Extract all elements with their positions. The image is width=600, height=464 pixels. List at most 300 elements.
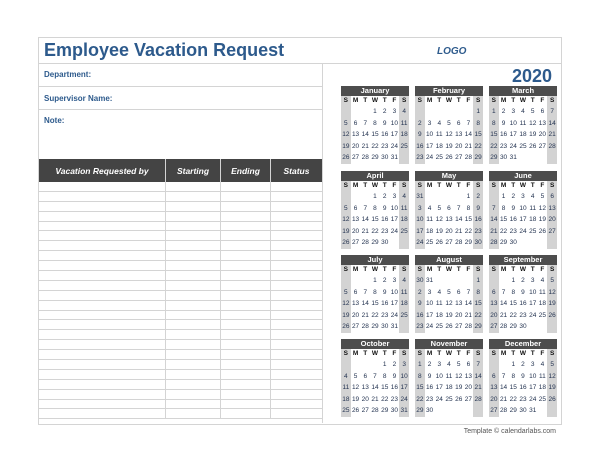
table-cell[interactable] (221, 222, 271, 231)
day-cell: 9 (382, 119, 387, 127)
table-cell[interactable] (221, 360, 271, 369)
weekday-header: W (445, 182, 453, 189)
day-cell: 23 (415, 152, 425, 164)
table-cell[interactable] (166, 271, 221, 280)
table-cell[interactable] (39, 360, 166, 369)
table-row[interactable] (39, 251, 322, 261)
weekday-header: M (426, 182, 433, 189)
table-cell[interactable] (166, 251, 221, 260)
weekday-header: T (382, 97, 387, 104)
day-cell: 27 (538, 142, 547, 150)
table-cell[interactable] (271, 301, 322, 310)
day-cell: 28 (489, 237, 499, 249)
day-cell: 23 (519, 395, 527, 403)
weekday-header: W (371, 266, 379, 273)
month-september (489, 255, 557, 333)
day-cell: 13 (538, 119, 547, 127)
day-cell: 15 (489, 129, 499, 141)
weekday-header: F (392, 182, 397, 189)
table-cell[interactable] (39, 261, 166, 270)
table-cell[interactable] (271, 330, 322, 339)
day-cell: 31 (529, 407, 537, 415)
day-cell: 8 (373, 119, 377, 127)
day-cell: 13 (445, 216, 453, 224)
day-cell (528, 321, 538, 333)
table-cell[interactable] (166, 202, 221, 211)
day-cell (341, 106, 351, 118)
table-cell[interactable] (39, 311, 166, 320)
day-cell: 16 (519, 300, 527, 308)
day-cell: 25 (399, 310, 409, 322)
table-cell[interactable] (271, 390, 322, 399)
weekday-header: S (341, 265, 351, 275)
day-cell: 10 (529, 372, 537, 380)
day-cell (489, 359, 499, 371)
table-cell[interactable] (166, 212, 221, 221)
day-cell: 9 (473, 203, 483, 215)
table-cell[interactable] (221, 202, 271, 211)
day-cell: 31 (390, 154, 399, 162)
day-cell: 31 (399, 405, 409, 417)
day-cell: 11 (539, 288, 546, 296)
day-cell: 12 (445, 131, 453, 139)
day-cell: 3 (392, 108, 397, 115)
weekday-header: F (392, 97, 397, 104)
day-cell: 17 (425, 142, 434, 150)
day-cell: 13 (351, 131, 360, 139)
table-cell[interactable] (221, 400, 271, 409)
day-cell: 27 (445, 239, 453, 247)
table-cell[interactable] (166, 360, 221, 369)
day-cell: 24 (529, 395, 537, 403)
table-cell[interactable] (166, 222, 221, 231)
day-cell: 27 (464, 395, 473, 403)
table-cell[interactable] (221, 409, 271, 418)
table-cell[interactable] (221, 350, 271, 359)
month-december (489, 339, 557, 417)
day-cell: 26 (547, 394, 557, 406)
table-cell[interactable] (271, 261, 322, 270)
table-cell[interactable] (221, 251, 271, 260)
day-cell: 12 (455, 372, 463, 380)
day-cell: 28 (547, 141, 557, 153)
weekday-header: W (519, 182, 527, 189)
day-cell: 27 (351, 154, 360, 162)
day-cell: 14 (361, 216, 369, 224)
day-cell: 10 (390, 288, 399, 296)
day-cell (444, 275, 454, 287)
month-name: April (341, 171, 409, 181)
day-cell: 16 (381, 131, 389, 139)
day-cell: 9 (392, 372, 397, 380)
table-cell[interactable] (221, 231, 271, 240)
table-cell[interactable] (39, 409, 166, 418)
table-cell[interactable] (39, 380, 166, 389)
department-label[interactable]: Department: (44, 70, 92, 79)
table-cell[interactable] (221, 271, 271, 280)
day-cell: 15 (509, 300, 517, 308)
day-cell: 10 (435, 372, 443, 380)
day-cell: 16 (390, 384, 399, 392)
day-cell: 19 (341, 310, 351, 322)
table-cell[interactable] (271, 291, 322, 300)
day-cell: 7 (456, 204, 461, 212)
day-cell: 19 (341, 141, 351, 153)
day-cell: 9 (521, 372, 525, 380)
table-cell[interactable] (39, 320, 166, 329)
table-row[interactable] (39, 301, 322, 311)
table-cell[interactable] (221, 330, 271, 339)
table-row[interactable] (39, 241, 322, 251)
day-cell: 27 (361, 407, 369, 415)
day-cell (489, 275, 499, 287)
day-cell: 24 (519, 227, 527, 235)
day-cell: 25 (435, 154, 443, 162)
day-cell (434, 191, 444, 203)
day-cell: 17 (415, 226, 425, 238)
day-cell: 4 (447, 361, 451, 368)
table-cell[interactable] (271, 202, 322, 211)
table-row[interactable] (39, 281, 322, 291)
note-label[interactable]: Note: (44, 116, 65, 125)
table-cell[interactable] (221, 301, 271, 310)
table-cell[interactable] (166, 241, 221, 250)
day-cell: 2 (415, 287, 425, 299)
table-row[interactable] (39, 222, 322, 232)
day-cell: 30 (473, 237, 483, 249)
table-cell[interactable] (39, 231, 166, 240)
day-cell: 9 (511, 204, 516, 212)
table-row[interactable] (39, 360, 322, 370)
table-cell[interactable] (221, 370, 271, 379)
table-cell[interactable] (271, 350, 322, 359)
table-row[interactable] (39, 320, 322, 330)
table-cell[interactable] (39, 241, 166, 250)
table-cell[interactable] (271, 320, 322, 329)
weekday-header: S (341, 181, 351, 191)
table-cell[interactable] (166, 311, 221, 320)
day-cell: 6 (353, 119, 358, 127)
table-cell[interactable] (271, 400, 322, 409)
supervisor-label[interactable]: Supervisor Name: (44, 94, 113, 103)
table-row[interactable] (39, 311, 322, 321)
weekday-header: T (456, 350, 461, 357)
table-cell[interactable] (166, 390, 221, 399)
day-cell: 17 (425, 311, 434, 319)
table-cell[interactable] (221, 261, 271, 270)
table-row[interactable] (39, 350, 322, 360)
day-cell: 31 (390, 323, 399, 331)
table-cell[interactable] (221, 390, 271, 399)
day-cell: 22 (371, 227, 379, 235)
day-cell: 4 (521, 108, 525, 115)
month-grid (489, 96, 557, 164)
day-cell: 10 (390, 119, 399, 127)
table-cell[interactable] (39, 400, 166, 409)
day-cell: 4 (341, 371, 351, 383)
day-cell: 18 (399, 214, 409, 226)
day-cell: 25 (529, 227, 537, 235)
logo-placeholder: LOGO (437, 46, 467, 57)
day-cell: 30 (381, 323, 389, 331)
table-cell[interactable] (271, 370, 322, 379)
day-cell: 22 (371, 311, 379, 319)
weekday-header: T (456, 182, 461, 189)
day-cell: 3 (415, 203, 425, 215)
table-cell[interactable] (166, 380, 221, 389)
day-cell: 15 (371, 131, 379, 139)
month-grid (489, 265, 557, 333)
table-row[interactable] (39, 400, 322, 410)
table-cell[interactable] (166, 192, 221, 201)
table-cell[interactable] (166, 291, 221, 300)
table-row[interactable] (39, 291, 322, 301)
day-cell: 2 (521, 277, 525, 284)
day-cell: 25 (519, 142, 527, 150)
day-cell: 10 (399, 371, 409, 383)
table-cell[interactable] (166, 320, 221, 329)
day-cell: 24 (399, 394, 409, 406)
table-row[interactable] (39, 271, 322, 281)
day-cell (499, 275, 509, 287)
day-cell: 6 (540, 108, 545, 115)
day-cell: 10 (529, 288, 537, 296)
table-cell[interactable] (221, 281, 271, 290)
day-cell (434, 275, 444, 287)
day-cell: 21 (464, 311, 473, 319)
table-cell[interactable] (271, 182, 322, 191)
weekday-header: T (511, 182, 516, 189)
table-cell[interactable] (39, 182, 166, 191)
table-cell[interactable] (221, 320, 271, 329)
table-cell[interactable] (39, 212, 166, 221)
day-cell (454, 191, 464, 203)
table-cell[interactable] (221, 340, 271, 349)
table-cell[interactable] (271, 360, 322, 369)
table-cell[interactable] (221, 311, 271, 320)
day-cell: 17 (519, 216, 527, 224)
weekday-header: W (445, 350, 453, 357)
day-cell: 9 (382, 288, 387, 296)
table-cell[interactable] (271, 212, 322, 221)
table-row[interactable] (39, 192, 322, 202)
day-cell: 30 (390, 407, 399, 415)
month-grid (341, 181, 409, 249)
table-cell[interactable] (221, 291, 271, 300)
day-cell: 9 (521, 288, 525, 296)
table-cell[interactable] (166, 350, 221, 359)
day-cell: 11 (435, 300, 443, 308)
day-cell: 14 (455, 216, 463, 224)
weekday-header: T (382, 350, 387, 357)
weekday-header: S (415, 181, 425, 191)
table-row[interactable] (39, 370, 322, 380)
table-cell[interactable] (39, 222, 166, 231)
day-cell: 18 (538, 384, 547, 392)
day-cell: 30 (519, 323, 527, 331)
day-cell: 2 (511, 193, 516, 200)
day-cell: 31 (509, 154, 517, 162)
col-starting: Starting (166, 159, 221, 182)
day-cell: 6 (353, 204, 358, 212)
weekday-header: F (540, 97, 545, 104)
table-row[interactable] (39, 380, 322, 390)
day-cell: 23 (381, 142, 389, 150)
table-cell[interactable] (166, 261, 221, 270)
day-cell: 27 (455, 323, 463, 331)
day-cell: 24 (425, 323, 434, 331)
table-row[interactable] (39, 182, 322, 192)
table-cell[interactable] (221, 380, 271, 389)
weekday-header: S (399, 349, 409, 359)
table-cell[interactable] (221, 182, 271, 191)
day-cell: 19 (341, 226, 351, 238)
weekday-header: F (466, 350, 471, 357)
day-cell: 23 (381, 311, 389, 319)
table-cell[interactable] (166, 231, 221, 240)
day-cell: 7 (473, 359, 483, 371)
table-cell[interactable] (39, 251, 166, 260)
table-cell[interactable] (271, 311, 322, 320)
col-status: Status (283, 165, 310, 176)
day-cell: 28 (499, 323, 508, 331)
table-cell[interactable] (166, 182, 221, 191)
day-cell: 5 (447, 119, 451, 127)
table-cell[interactable] (271, 340, 322, 349)
table-cell[interactable] (271, 241, 322, 250)
day-cell: 28 (499, 407, 508, 415)
weekday-header: S (473, 265, 483, 275)
day-cell: 13 (351, 216, 360, 224)
day-cell: 16 (519, 384, 527, 392)
day-cell: 8 (373, 288, 377, 296)
day-cell: 27 (489, 321, 499, 333)
supervisor-underline (38, 109, 322, 110)
day-cell: 22 (509, 311, 517, 319)
table-cell[interactable] (271, 380, 322, 389)
day-cell: 12 (341, 129, 351, 141)
day-cell: 23 (390, 395, 399, 403)
day-cell: 25 (425, 239, 434, 247)
day-cell: 28 (361, 323, 369, 331)
table-cell[interactable] (39, 390, 166, 399)
day-cell: 7 (547, 106, 557, 118)
day-cell: 18 (425, 227, 434, 235)
day-cell: 3 (437, 361, 442, 368)
table-cell[interactable] (39, 370, 166, 379)
day-cell: 16 (415, 310, 425, 322)
day-cell (547, 237, 557, 249)
table-cell[interactable] (39, 281, 166, 290)
weekday-header: T (511, 350, 516, 357)
day-cell: 5 (341, 287, 351, 299)
day-cell: 26 (341, 237, 351, 249)
table-row[interactable] (39, 231, 322, 241)
weekday-header: M (500, 266, 507, 273)
table-cell[interactable] (271, 231, 322, 240)
day-cell (547, 321, 557, 333)
day-cell: 27 (351, 239, 360, 247)
day-cell: 5 (456, 361, 461, 368)
day-cell: 3 (427, 288, 432, 296)
day-cell: 1 (489, 106, 499, 118)
day-cell: 24 (390, 311, 399, 319)
day-cell: 13 (455, 131, 463, 139)
day-cell (473, 405, 483, 417)
table-cell[interactable] (166, 340, 221, 349)
table-row[interactable] (39, 340, 322, 350)
day-cell: 6 (547, 191, 557, 203)
day-cell: 29 (509, 323, 517, 331)
weekday-header: S (415, 96, 425, 106)
weekday-header: W (519, 266, 527, 273)
month-grid (415, 265, 483, 333)
day-cell: 21 (361, 142, 369, 150)
table-cell[interactable] (221, 241, 271, 250)
table-cell[interactable] (221, 192, 271, 201)
weekday-header: T (511, 97, 516, 104)
table-row[interactable] (39, 409, 322, 419)
table-cell[interactable] (39, 350, 166, 359)
table-cell[interactable] (39, 202, 166, 211)
weekday-header: S (489, 181, 499, 191)
day-cell: 29 (509, 407, 517, 415)
day-cell: 14 (499, 384, 508, 392)
day-cell (444, 191, 454, 203)
day-cell: 24 (390, 142, 399, 150)
table-cell[interactable] (166, 281, 221, 290)
day-cell (528, 152, 538, 164)
table-cell[interactable] (166, 370, 221, 379)
day-cell: 17 (390, 216, 399, 224)
table-cell[interactable] (271, 222, 322, 231)
day-cell: 13 (361, 384, 369, 392)
weekday-header: S (547, 181, 557, 191)
table-row[interactable] (39, 330, 322, 340)
table-row[interactable] (39, 261, 322, 271)
table-cell[interactable] (221, 212, 271, 221)
day-cell: 26 (455, 395, 463, 403)
day-cell: 25 (341, 405, 351, 417)
table-cell[interactable] (39, 301, 166, 310)
table-cell[interactable] (166, 409, 221, 418)
table-row[interactable] (39, 390, 322, 400)
table-cell[interactable] (271, 409, 322, 418)
table-cell[interactable] (166, 330, 221, 339)
table-cell[interactable] (166, 400, 221, 409)
day-cell: 7 (501, 288, 506, 296)
table-cell[interactable] (271, 271, 322, 280)
table-cell[interactable] (271, 281, 322, 290)
table-cell[interactable] (39, 330, 166, 339)
table-row[interactable] (39, 212, 322, 222)
day-cell: 21 (489, 226, 499, 238)
table-cell[interactable] (39, 271, 166, 280)
table-cell[interactable] (166, 301, 221, 310)
table-cell[interactable] (39, 340, 166, 349)
col-requested-by: Vacation Requested by (39, 159, 166, 182)
day-cell: 1 (473, 275, 483, 287)
table-row[interactable] (39, 202, 322, 212)
weekday-header: T (382, 266, 387, 273)
table-cell[interactable] (271, 192, 322, 201)
day-cell: 29 (473, 152, 483, 164)
table-cell[interactable] (271, 251, 322, 260)
day-cell: 14 (473, 371, 483, 383)
day-cell: 18 (529, 216, 537, 224)
table-cell[interactable] (39, 192, 166, 201)
table-cell[interactable] (39, 291, 166, 300)
